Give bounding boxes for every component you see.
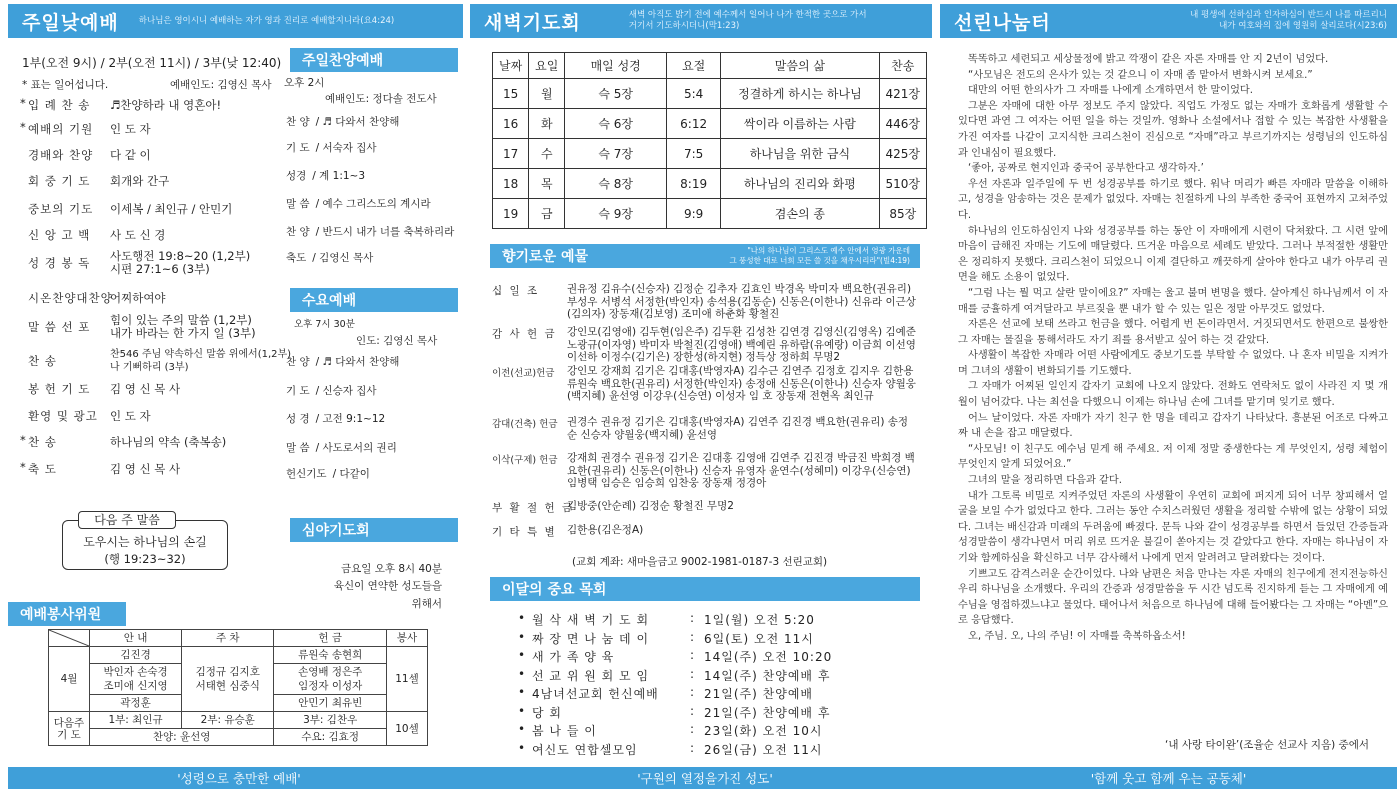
next-prayer-2: 2부: 유승훈 — [182, 712, 274, 729]
side-value: / 사도로서의 권리 — [315, 442, 397, 454]
col-header-bongsa: 봉사 — [387, 630, 428, 647]
next-choir: 찬양: 윤선영 — [89, 729, 273, 746]
bullet-icon: • — [518, 740, 527, 755]
readings-header-cell: 날짜 — [493, 53, 529, 79]
offering-names: 강재희 권경수 권유정 김기은 김대홍 김영애 김연주 김진경 박금진 박희경 백요한(권유리) 신동은(이한나) 신승자 유영자 윤연수(성혜미) 이강우(신승연) 임병택 임승은 임승희 임찬웅 장동재 정경아 — [567, 452, 915, 489]
colon-icon: : — [690, 629, 696, 644]
order-row — [22, 408, 151, 424]
offering-verse — [730, 246, 911, 266]
event-date: 26일(금) 오전 11시 — [704, 742, 823, 757]
order-row — [22, 348, 291, 374]
story-paragraph: 어느 날이었다. 자론 자매가 자기 친구 한 명을 데리고 갑자기 나타났다. 흥분된 어조로 다짜고짜 내 손을 잡고 매달렸다. — [958, 412, 1388, 440]
praise-worship-title: 주일찬양예배 — [290, 48, 458, 72]
offering-names: 김한용(김은정A) — [567, 524, 644, 536]
event-row — [518, 648, 832, 665]
readings-cell: 19 — [493, 199, 529, 229]
event-name: 4남녀선교회 헌신예배 — [532, 687, 659, 701]
order-item-value-line: 시편 27:1~6 (3부) — [110, 262, 210, 276]
praise-leader: 예배인도: 정다솔 전도사 — [325, 93, 437, 105]
side-value: / ♬ 다와서 찬양해 — [315, 356, 400, 368]
side-label: 말 씀 — [286, 442, 310, 454]
order-item-value — [110, 229, 165, 242]
order-item-value — [110, 203, 232, 216]
side-label: 기 도 — [286, 385, 310, 397]
story-paragraph: 우선 자론과 일주일에 두 번 성경공부를 하기로 했다. 워낙 머리가 빠른 자매라 말씀을 이해하고, 성경을 암송하는 것은 문제가 없었다. 자매는 친절하게 나의 부족한 중국어 표현까지 고쳐주었다. — [958, 178, 1388, 221]
night-line-3: 위해서 — [411, 598, 442, 610]
offering-names: 김방중(안순례) 김정순 황철진 무명2 — [567, 500, 734, 512]
praise-time: 오후 2시 — [284, 77, 325, 89]
offering-title: 향기로운 예물 — [502, 249, 589, 265]
offering-row — [492, 500, 917, 515]
sharing-header — [940, 4, 1397, 38]
required-stand-icon: * — [20, 96, 26, 110]
side-label: 찬 양 — [286, 356, 310, 368]
story-paragraph: 자론은 선교에 보태 쓰라고 헌금을 했다. 어렵게 번 돈이라면서. 거짓되면서도 한편으로 불쌍한 그 자매는 물질을 통해서라도 자기 죄를 용서받고 싶어 하는 것 같았다. — [958, 319, 1388, 346]
event-name: 짜 장 면 나 눔 데 이 — [532, 631, 650, 646]
wed-time: 오후 7시 30분 — [294, 319, 355, 330]
colon-icon: : — [690, 740, 696, 755]
offering-names: 권유정 김유수(신승자) 김정순 김추자 김효인 박경옥 박미자 백요한(권유리) 부성우 서병석 서정한(박인자) 송석용(김동순) 신동은(이한나) 신유라 이근상(김의자) 장동재(김보영) 조미애 하춘화 황철진 — [567, 283, 916, 320]
jucha-line-2: 서태현 심중식 — [195, 680, 260, 692]
readings-cell: 7:5 — [667, 139, 721, 169]
offering-verse-2: 그 풍성한 대로 너희 모든 쓸 것을 채우시리라"(빌4:19) — [729, 256, 910, 265]
event-date: 23일(화) 오전 10시 — [704, 724, 823, 738]
required-stand-icon: * — [20, 460, 26, 474]
side-value: / 김영신 목사 — [312, 252, 374, 264]
order-item-value — [110, 348, 291, 374]
colon-icon: : — [690, 648, 696, 662]
readings-cell: 하나님을 위한 금식 — [721, 139, 879, 169]
required-stand-icon: * — [20, 433, 26, 447]
side-label: 축도 — [286, 252, 307, 264]
event-row — [518, 704, 830, 721]
offering-type: 감대(건축) 헌금 — [492, 419, 558, 430]
readings-cell: 16 — [493, 109, 529, 139]
readings-cell: 15 — [493, 79, 529, 109]
offering-names: 강인모(김영애) 김두현(임은주) 김두환 김성찬 김연경 김영신(김영옥) 김예준 노광규(이자영) 박미자 박철진(김영애) 백예린 유하람(유예랑) 이금희 이선영 이선하 이정수(김기은) 장한성(하지현) 정득상 정하희 무명2 — [567, 326, 916, 363]
readings-cell: 금 — [529, 199, 565, 229]
next-prayer-label — [49, 712, 90, 746]
side-value: / 예수 그리스도의 계시라 — [315, 198, 431, 210]
event-date: 14일(주) 오전 10:20 — [704, 650, 833, 664]
heongeum-line: 손영배 정은주 — [298, 666, 363, 678]
event-name: 월 삭 새 벽 기 도 회 — [532, 613, 650, 627]
colon-icon: : — [690, 722, 696, 736]
readings-cell: 510장 — [879, 169, 927, 199]
annai-line: 조미애 신지영 — [103, 680, 168, 692]
footer-motto-2: '구원의 열정을가진 성도' — [470, 767, 940, 789]
order-item-value — [110, 436, 226, 449]
order-item-value-line: ♬찬양하라 내 영혼아! — [110, 97, 222, 112]
readings-cell: 18 — [493, 169, 529, 199]
order-row — [22, 290, 166, 306]
readings-cell: 정결하게 하시는 하나님 — [721, 79, 879, 109]
bullet-icon: • — [518, 703, 527, 718]
diag-cell — [49, 630, 90, 647]
readings-cell: 목 — [529, 169, 565, 199]
order-item-value-line: 사 도 신 경 — [110, 227, 166, 242]
readings-cell: 425장 — [879, 139, 927, 169]
offering-row — [492, 416, 917, 441]
order-item-value — [110, 123, 151, 136]
readings-row — [493, 199, 927, 229]
event-row — [518, 685, 813, 702]
offering-names: 권경수 권유정 김기은 김대홍(박영자A) 김연주 김진경 백요한(권유리) 송정순 신승자 양월웅(백지혜) 윤선영 — [567, 416, 909, 441]
side-row — [286, 466, 370, 481]
order-row — [22, 314, 256, 340]
annai-line: 박인자 손숙경 — [103, 666, 168, 678]
readings-cell: 하나님의 진리와 화평 — [721, 169, 879, 199]
readings-header-cell: 요일 — [529, 53, 565, 79]
col-header-jucha: 주 차 — [182, 630, 274, 647]
next-prayer-1: 1부: 최인규 — [89, 712, 181, 729]
side-value: / 신승자 집사 — [315, 385, 377, 397]
readings-row — [493, 139, 927, 169]
order-item-label: 찬 송 — [28, 435, 57, 449]
story-paragraph: 사생활이 복잡한 자매라 어떤 사람에게도 중보기도를 부탁할 수 없었다. 나 혼자 비밀을 지켜가며 그녀의 생활이 변화되기를 기도했다. — [958, 350, 1388, 377]
story-paragraph: ‘좋아, 공짜로 현지인과 중국어 공부한다고 생각하자.’ — [968, 163, 1204, 175]
bongsa-next: 10셀 — [387, 712, 428, 746]
event-row — [518, 722, 823, 739]
readings-cell: 싹이라 이름하는 사람 — [721, 109, 879, 139]
readings-cell: 슥 8장 — [565, 169, 667, 199]
offering-row — [492, 283, 917, 321]
story-paragraph: 기쁘고도 감격스러운 순간이었다. 나와 남편은 처음 만나는 자론 자매의 친구에게 전지전능하신 우리 하나님을 소개했다. 우리의 간증과 성경말씀을 두 시간 넘도록 진지하게 듣는 그 자매에게 예수님을 영접하겠느냐고 물었다. 태어나서 처음으로 하나님에 대해 들어봤다는 그 자매는 “아멘”으로 응답했다. — [958, 568, 1388, 627]
story-paragraph: 오, 주님. 오, 나의 주님! 이 자매를 축복하옵소서! — [968, 630, 1186, 642]
order-row — [22, 227, 165, 243]
story-paragraph: “사모님! 이 친구도 예수님 믿게 해 주세요. 저 이제 정말 중생한다는 게 무엇인지, 성령 체험이 무엇인지 알게 되었어요.” — [958, 443, 1388, 471]
story-paragraph: 하나님의 인도하심인지 나와 성경공부를 하는 동안 이 자매에게 시련이 닥쳐왔다. 그 시련 앞에 마음이 급해진 자매는 기도에 매달렸다. 뜨거운 마음으로 세례도 받았다. 그러나 부적절한 생활만은 정리하지 못했다. 크리스천이 되었으니 이제 결단하고 깨끗하게 살아야 한다고 내가 아무리 권면을 해도 소용이 없었다. — [958, 225, 1388, 284]
readings-header-cell: 매일 성경 — [565, 53, 667, 79]
side-row — [286, 383, 377, 398]
story-paragraph: 똑똑하고 세련되고 세상물정에 밝고 깍쟁이 같은 자론 자매를 안 지 2년이 넘었다. — [968, 54, 1329, 65]
order-item-value-line: 어찌하여야 — [110, 290, 166, 305]
bongsa-cell: 11셀 — [387, 647, 428, 712]
story-paragraph: 그분은 자매에 대한 아무 정보도 주지 않았다. 직업도 가정도 없는 자매가 호화롭게 생활할 수 있다면 과연 그 여자는 어떤 일을 하는 것일까. 영화나 소설에서나 접할 수 있는 복잡한 사생활을 가진 여자를 나같이 고지식한 크리스천이 진심으로 “자매”라고 부르기까지는 성령님의 인도하심과 인내심이 필요했다. — [958, 100, 1388, 159]
event-date: 21일(주) 찬양예배 — [704, 687, 813, 701]
side-row — [286, 354, 399, 369]
account-info: (교회 계좌: 새마을금고 9002-1981-0187-3 선린교회) — [572, 556, 828, 568]
order-item-label: 경배와 찬양 — [28, 148, 94, 162]
offering-header — [490, 244, 920, 268]
order-item-value-line: 김 영 신 목 사 — [110, 461, 181, 476]
side-row — [286, 196, 431, 211]
bullet-icon: • — [518, 685, 527, 699]
order-item-label: 중보의 기도 — [28, 202, 94, 216]
side-row — [286, 250, 373, 265]
order-row — [22, 461, 180, 477]
side-value: / 계 1:1~3 — [312, 170, 366, 182]
readings-row — [493, 109, 927, 139]
readings-cell: 421장 — [879, 79, 927, 109]
order-item-value — [110, 383, 180, 396]
jucha-cell — [182, 647, 274, 712]
readings-cell: 17 — [493, 139, 529, 169]
order-item-value-line: 인 도 자 — [110, 121, 151, 136]
sharing-verse — [1190, 10, 1387, 32]
offering-type: 감 사 헌 금 — [492, 328, 557, 340]
bullet-icon: • — [518, 648, 527, 662]
sunday-worship-header — [8, 4, 463, 38]
dawn-verse-line-2: 거기서 기도하시더니(막1:23) — [628, 21, 740, 31]
next-prayer-label-1: 다음주 — [53, 716, 85, 729]
order-item-value-line: 이세복 / 최인규 / 안민기 — [110, 201, 233, 216]
order-item-value-line: 사도행전 19:8~20 (1,2부) — [110, 249, 251, 263]
event-row — [518, 741, 823, 758]
side-label: 찬 양 — [286, 116, 310, 128]
colon-icon: : — [690, 611, 696, 625]
side-label: 기 도 — [286, 142, 310, 154]
side-label: 말 씀 — [286, 198, 310, 210]
col-header-heongeum: 헌 금 — [274, 630, 387, 647]
order-item-value-line: 다 같 이 — [110, 147, 151, 162]
next-prayer-label-2: 기 도 — [57, 728, 81, 741]
order-item-label: 축 도 — [28, 462, 57, 476]
side-row — [286, 140, 377, 155]
heongeum-cell: 류원숙 송현희 — [274, 647, 387, 664]
readings-cell: 화 — [529, 109, 565, 139]
offering-type: 이삭(구제) 헌금 — [492, 455, 558, 466]
night-prayer-title: 심야기도회 — [290, 518, 458, 542]
footer-motto-1: '성령으로 충만한 예배' — [8, 767, 470, 789]
volunteer-table — [48, 629, 428, 746]
event-row — [518, 667, 830, 684]
sharing-verse-2: 내가 여호와의 집에 영원히 살리로다(시23:6) — [1219, 21, 1387, 31]
month-label: 4월 — [49, 647, 90, 712]
order-item-value-line: 나 기뻐하리 (3부) — [110, 362, 189, 373]
order-row — [22, 201, 232, 217]
readings-cell: 월 — [529, 79, 565, 109]
bullet-icon: • — [518, 611, 527, 625]
side-row — [286, 114, 399, 129]
next-wed: 수요: 김효정 — [274, 729, 387, 746]
readings-cell: 9:9 — [667, 199, 721, 229]
annai-cell: 곽정훈 — [89, 695, 181, 712]
order-item-value-line: 힘이 있는 주의 말씀 (1,2부) — [110, 313, 252, 327]
sharing-verse-1: 내 평생에 선하심과 인자하심이 반드시 나를 따르리니 — [1190, 10, 1387, 20]
readings-cell: 85장 — [879, 199, 927, 229]
col-header-annai: 안 내 — [89, 630, 181, 647]
side-row — [286, 224, 454, 239]
bullet-icon: • — [518, 722, 527, 736]
order-row — [22, 250, 250, 276]
order-item-label: 예배의 기원 — [28, 122, 94, 136]
next-week-ref: (행 19:23~32) — [104, 552, 186, 566]
readings-cell: 슥 9장 — [565, 199, 667, 229]
readings-row — [493, 79, 927, 109]
event-date: 21일(주) 찬양예배 후 — [704, 705, 831, 720]
events-title: 이달의 중요 목회 — [490, 577, 920, 601]
next-week-title: 다음 주 말씀 — [78, 511, 176, 529]
order-item-value — [110, 314, 256, 340]
offering-type: 부 활 절 헌 금 — [492, 502, 575, 514]
side-value: / 서숙자 집사 — [315, 142, 377, 154]
side-row — [286, 168, 365, 183]
offering-row — [492, 524, 917, 539]
heongeum-line: 임정자 이성자 — [298, 680, 363, 692]
dawn-prayer-verse — [629, 10, 867, 32]
readings-row — [493, 169, 927, 199]
side-label: 헌신기도 — [286, 468, 327, 480]
story-paragraph: 내가 그토록 비밀로 지켜주었던 자론의 사생활이 우연히 교회에 퍼지게 되어 너무 창피해서 얼굴을 보일 수가 없었다고 한다. 그러는 동안 수치스러웠던 생활을 정리할 수밖에 없는 상황이 되었다. 그녀는 배신감과 미래의 두려움에 빠졌다. 문득 나와 같이 성경공부를 하면서 들었던 간증들과 성경말씀이 생각나면서 머리 위로 뜨거운 불길이 쏟아지는 것 같았다고 한다. 자매는 하나님이 자기와 함께하심을 확신하고 너무 감사해서 나에게 먼저 알려려고 달려왔다는 것이다. — [958, 490, 1388, 564]
readings-cell: 446장 — [879, 109, 927, 139]
order-row — [22, 121, 151, 137]
order-item-label: 입 례 찬 송 — [28, 98, 91, 112]
order-item-value-line: 내가 바라는 한 가지 일 (3부) — [110, 326, 256, 340]
order-row — [22, 173, 169, 189]
sunday-worship-title: 주일낮예배 — [22, 11, 119, 34]
event-date: 14일(주) 찬양예배 후 — [704, 668, 831, 683]
side-label: 성경 — [286, 170, 307, 182]
event-name: 선 교 위 원 회 모 임 — [532, 668, 650, 683]
event-name: 새 가 족 양 육 — [532, 650, 615, 664]
readings-header-cell: 요절 — [667, 53, 721, 79]
bullet-icon: • — [518, 666, 527, 681]
story-paragraph: 그녀의 말을 정리하면 다음과 같다. — [968, 475, 1122, 487]
colon-icon: : — [690, 703, 696, 718]
heongeum-cell: 안민기 최유빈 — [274, 695, 387, 712]
story-source: ‘내 사랑 타이완’(조율순 선교사 지음) 중에서 — [1165, 739, 1369, 751]
diagonal-line-icon — [49, 630, 89, 646]
order-item-label: 성 경 봉 독 — [28, 256, 91, 270]
order-item-value-line: 하나님의 약속 (축복송) — [110, 434, 227, 449]
order-item-value — [110, 250, 250, 276]
offering-row — [492, 452, 917, 490]
order-item-label: 시온찬양대찬양 — [28, 291, 113, 305]
next-prayer-3: 3부: 김찬우 — [274, 712, 387, 729]
worship-leader: 예배인도: 김영신 목사 — [170, 79, 272, 91]
annai-cell — [89, 664, 181, 695]
night-line-1: 금요일 오후 8시 40분 — [340, 563, 442, 575]
stand-note: * 표는 일어섭니다. — [22, 79, 109, 91]
order-item-value — [110, 99, 221, 112]
story-text — [958, 52, 1388, 645]
order-item-value — [110, 463, 180, 476]
column-sunday-worship — [0, 0, 470, 789]
column-sharing — [940, 0, 1397, 789]
offering-type: 이전(선교)헌금 — [492, 368, 555, 379]
readings-header-row — [493, 53, 927, 79]
dawn-prayer-title: 새벽기도회 — [484, 11, 581, 34]
annai-cell: 김진경 — [89, 647, 181, 664]
order-item-label: 회 중 기 도 — [28, 174, 91, 188]
order-item-value-line: 회개와 간구 — [110, 173, 170, 188]
dawn-verse-line-1: 새벽 아직도 밝기 전에 예수께서 일어나 나가 한적한 곳으로 가서 — [628, 10, 867, 20]
story-paragraph: 그 자매가 어찌된 일인지 갑자기 교회에 나오지 않았다. 전화도 연락처도 없이 사라진 지 몇 개월이 넘어갔다. 나는 최선을 다했으니 이제는 하나님 손에 그녀를 맡기며 잊기로 했다. — [958, 381, 1388, 409]
readings-cell: 슥 5장 — [565, 79, 667, 109]
readings-cell: 5:4 — [667, 79, 721, 109]
side-label: 성 경 — [286, 413, 310, 425]
order-item-value — [110, 410, 151, 423]
order-item-label: 말 씀 선 포 — [28, 320, 91, 334]
readings-table — [492, 52, 927, 229]
side-value: / ♬ 다와서 찬양해 — [315, 116, 400, 128]
colon-icon: : — [690, 685, 696, 699]
heongeum-cell — [274, 664, 387, 695]
readings-cell: 슥 7장 — [565, 139, 667, 169]
order-item-label: 신 앙 고 백 — [28, 228, 91, 242]
wed-worship-title: 수요예배 — [290, 288, 458, 312]
readings-header-cell: 찬송 — [879, 53, 927, 79]
event-row — [518, 630, 814, 647]
order-item-label: 찬 송 — [28, 354, 57, 368]
order-row — [22, 147, 151, 163]
readings-cell: 슥 6장 — [565, 109, 667, 139]
readings-cell: 수 — [529, 139, 565, 169]
order-item-value — [110, 175, 169, 188]
column-dawn-prayer — [470, 0, 940, 789]
side-value: / 고전 9:1~12 — [315, 413, 386, 425]
offering-row — [492, 365, 917, 403]
order-item-label: 봉 헌 기 도 — [28, 382, 91, 396]
jucha-line-1: 김정규 김지호 — [195, 666, 260, 678]
readings-cell: 겸손의 종 — [721, 199, 879, 229]
side-label: 찬 양 — [286, 226, 310, 238]
wed-leader: 인도: 김영신 목사 — [356, 335, 438, 347]
event-name: 당 회 — [532, 705, 562, 720]
order-item-value-line: 김 영 신 목 사 — [110, 381, 181, 396]
side-row — [286, 411, 385, 426]
event-name: 봄 나 들 이 — [532, 724, 597, 738]
readings-header-cell: 말씀의 삶 — [721, 53, 879, 79]
bullet-icon: • — [518, 629, 527, 644]
readings-cell: 6:12 — [667, 109, 721, 139]
event-date: 1일(월) 오전 5:20 — [704, 613, 815, 627]
order-item-value-line: 인 도 자 — [110, 408, 151, 423]
order-row — [22, 434, 226, 450]
next-week-sermon: 도우시는 하나님의 손길 — [83, 535, 207, 549]
order-item-value — [110, 149, 151, 162]
event-row — [518, 611, 815, 628]
offering-verse-1: "나의 하나님이 그리스도 예수 안에서 영광 가운데 — [747, 246, 910, 255]
sharing-title: 선린나눔터 — [954, 11, 1051, 34]
offering-type: 기 타 특 별 — [492, 526, 557, 538]
dawn-prayer-header — [470, 4, 932, 38]
order-item-label: 환영 및 광고 — [28, 409, 98, 423]
colon-icon: : — [690, 666, 696, 681]
offering-type: 십 일 조 — [492, 285, 540, 297]
sunday-worship-verse: 하나님은 영이시니 예배하는 자가 영과 진리로 예배할지니라(요4:24) — [138, 15, 395, 26]
offering-names: 강인모 강재희 김기은 김대홍(박영자A) 김수근 김연주 김정호 김지우 김한용 류원숙 백요한(권유리) 서정한(박인자) 송정애 신동은(이한나) 신승자 양월웅(백지혜) 윤선영 이강우(신승연) 이성자 임 호 장동재 전현옥 최인규 — [567, 365, 916, 402]
event-date: 6일(토) 오전 11시 — [704, 631, 814, 646]
side-row — [286, 440, 397, 455]
side-value: / 반드시 내가 너를 축복하리라 — [315, 226, 455, 238]
story-paragraph: “사모님은 전도의 은사가 있는 것 같으니 이 자매 좀 맡아서 변화시켜 보세요.” — [968, 69, 1313, 81]
event-name: 여신도 연합셀모임 — [532, 742, 638, 757]
night-line-2: 육신이 연약한 성도들을 — [333, 580, 442, 592]
service-times: 1부(오전 9시) / 2부(오전 11시) / 3부(낮 12:40) — [22, 56, 282, 70]
story-paragraph: “그럼 나는 뭘 먹고 살란 말이에요?” 자매는 울고 불며 변명을 했다. 살아계신 하나님께서 이 자매를 긍휼하게 여겨달라고 부르짖을 뿐 내가 할 수 있는 일은 정말 아무것도 없었다. — [958, 287, 1388, 315]
order-item-value-line: 찬546 주님 약속하신 말씀 위에서(1,2부) — [110, 349, 292, 360]
order-item-value — [110, 292, 166, 305]
required-stand-icon: * — [20, 120, 26, 134]
order-row — [22, 381, 180, 397]
story-paragraph: 대만의 어떤 한의사가 그 자매를 나에게 소개하면서 한 말이었다. — [968, 85, 1254, 97]
side-value: / 다같이 — [332, 468, 370, 480]
readings-cell: 8:19 — [667, 169, 721, 199]
volunteer-title: 예배봉사위원 — [8, 602, 126, 626]
order-row — [22, 97, 221, 113]
offering-row — [492, 326, 917, 364]
footer-motto-3: '함께 웃고 함께 우는 공동체' — [940, 767, 1397, 789]
